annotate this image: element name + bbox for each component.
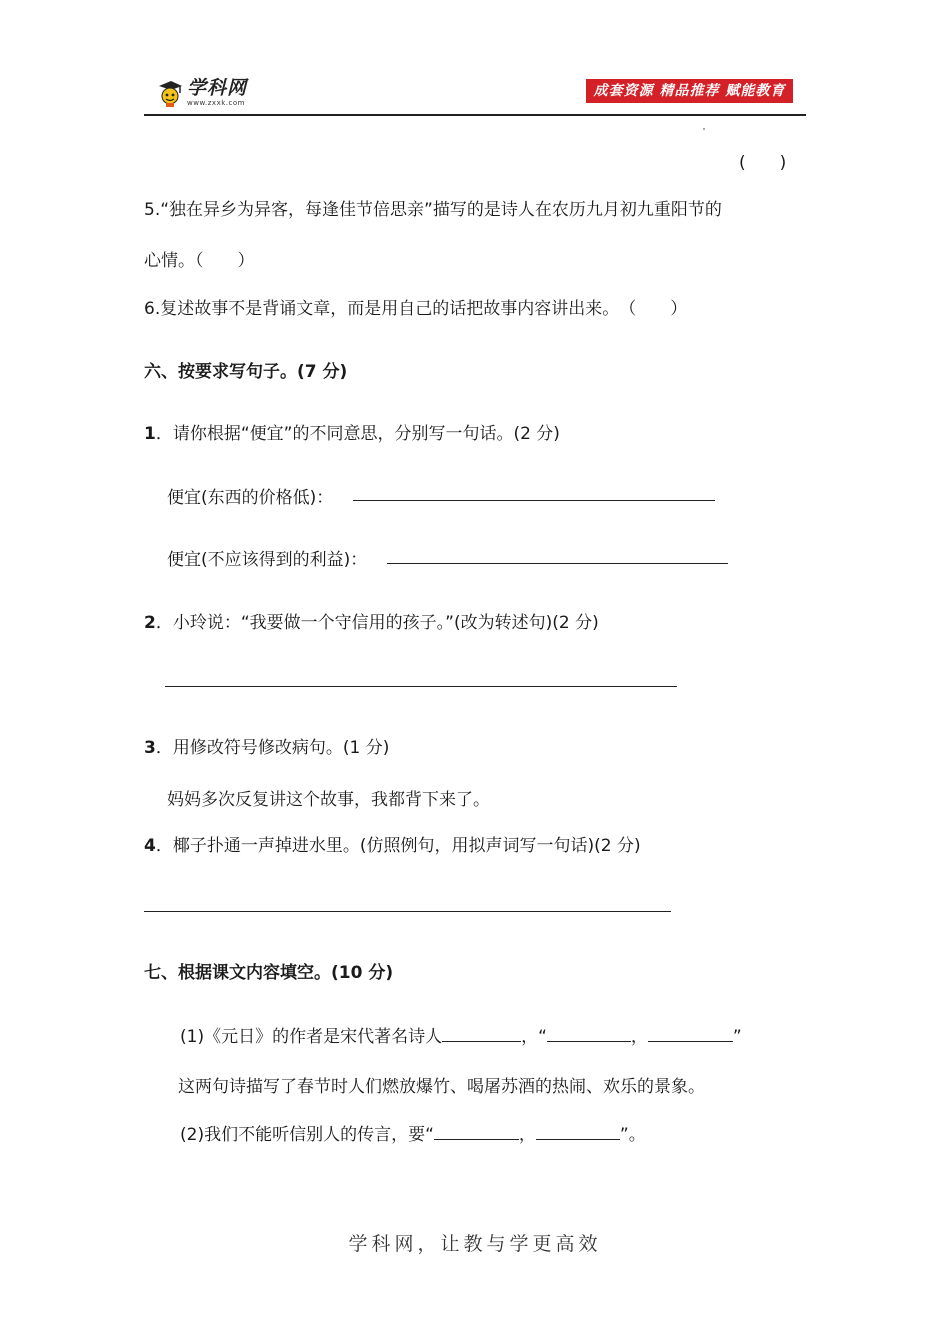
logo-mascot-icon <box>155 78 183 108</box>
question-6: 6.复述故事不是背诵文章，而是用自己的话把故事内容讲出来。 （ ） <box>144 299 688 319</box>
page-footer: 学科网，让教与学更高效 <box>348 1233 602 1255</box>
fill-blank[interactable] <box>547 1025 631 1042</box>
s6-q1-prompt-a: 便宜(东西的价格低)： <box>167 488 334 508</box>
answer-paren: ( ) <box>739 153 787 173</box>
answer-line[interactable] <box>165 686 677 687</box>
s7-item-1 <box>180 1022 742 1047</box>
s6-q3-text: ．用修改符号修改病句。(1 分) <box>155 738 390 758</box>
header-divider <box>144 114 806 116</box>
s6-q1-prompt-b: 便宜(不应该得到的利益)： <box>167 550 368 570</box>
s7-p2-text-a: (2)我们不能听信别人的传言，要“ <box>180 1125 434 1145</box>
s7-p1-text-d: ” <box>732 1027 742 1047</box>
s7-p1-text-b: ，“ <box>521 1027 547 1047</box>
s6-question-3 <box>144 733 389 758</box>
s6-q2-text: ．小玲说：“我要做一个守信用的孩子。”(改为转述句)(2 分) <box>155 613 599 633</box>
answer-line[interactable] <box>387 563 728 564</box>
s6-q3-number: 3 <box>144 738 156 758</box>
s7-item-1-line2: 这两句诗描写了春节时人们燃放爆竹、喝屠苏酒的热闹、欢乐的景象。 <box>178 1077 705 1097</box>
section-7-title: 七、根据课文内容填空。(10 分) <box>144 963 394 983</box>
s6-q1-text: ．请你根据“便宜”的不同意思，分别写一句话。(2 分) <box>155 424 560 444</box>
s6-q2-number: 2 <box>144 613 156 633</box>
logo <box>155 76 247 110</box>
section-6-title: 六、按要求写句子。(7 分) <box>144 362 348 382</box>
s6-question-2 <box>144 608 599 633</box>
s6-question-1 <box>144 419 560 444</box>
fill-blank[interactable] <box>536 1123 620 1140</box>
slogan-banner: 成套资源 精品推荐 赋能教育 <box>586 79 793 103</box>
s7-item-2 <box>180 1120 646 1145</box>
answer-line[interactable] <box>144 911 671 912</box>
s6-q4-text: ．椰子扑通一声掉进水里。(仿照例句，用拟声词写一句话)(2 分) <box>155 836 641 856</box>
fill-blank[interactable] <box>442 1025 521 1042</box>
fill-blank[interactable] <box>648 1025 733 1042</box>
s7-p2-text-b: ， <box>518 1125 536 1145</box>
question-5-line1: 5.“独在异乡为异客，每逢佳节倍思亲”描写的是诗人在农历九月初九重阳节的 <box>144 200 722 220</box>
s7-p1-text-a: (1)《元日》的作者是宋代著名诗人 <box>180 1027 443 1047</box>
s7-p1-text-c: ， <box>630 1027 648 1047</box>
logo-url: www.zxxk.com <box>187 99 245 107</box>
s6-question-4 <box>144 831 641 856</box>
s7-p2-text-c: ”。 <box>619 1125 646 1145</box>
s6-q4-number: 4 <box>144 836 156 856</box>
answer-line[interactable] <box>353 500 715 501</box>
logo-name: 学科网 <box>187 77 248 99</box>
fill-blank[interactable] <box>434 1123 519 1140</box>
question-5-line2: 心情。（ ） <box>144 251 255 271</box>
speck <box>703 128 705 130</box>
s6-q1-number: 1 <box>144 424 156 444</box>
s6-q3-sentence: 妈妈多次反复讲这个故事，我都背下来了。 <box>167 790 490 810</box>
